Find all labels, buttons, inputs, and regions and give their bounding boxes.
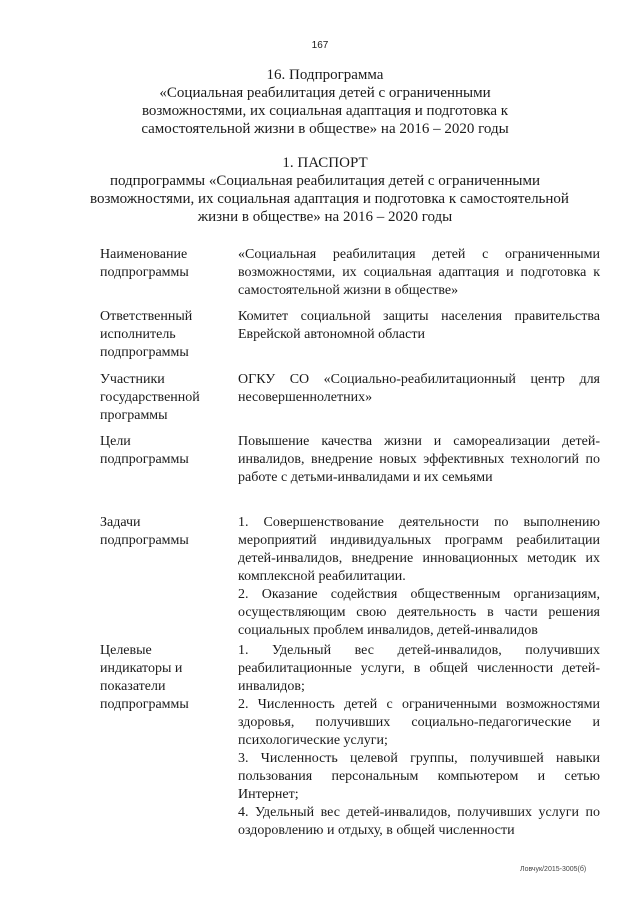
subprogram-title-line: возможностями, их социальная адаптация и подготовка к: [141, 103, 509, 119]
label-line: Участники: [100, 372, 165, 387]
value-paragraph: 2. Оказание содействия общественным организациям, осуществляющим свою деятельность в части решения социальных проблем инвалидов, детей-инвалидов: [238, 587, 600, 638]
passport-subtitle-line: возможностями, их социальная адаптация и подготовка к самостоятельной: [90, 191, 569, 207]
label-line: подпрограммы: [100, 345, 189, 360]
row-value: [238, 642, 600, 840]
passport-heading: 1. ПАСПОРТ: [282, 155, 368, 171]
value-paragraph: 2. Численность детей с ограниченными возможностями здоровья, получивших социально-педагогические и психологические услуги;: [238, 697, 600, 748]
value-paragraph: Комитет социальной защиты населения правительства Еврейской автономной области: [238, 309, 600, 342]
label-line: подпрограммы: [100, 533, 189, 548]
subprogram-title: [90, 66, 560, 138]
value-paragraph: «Социальная реабилитация детей с ограниченными возможностями, их социальная адаптация и подготовка к самостоятельной жизни в обществе»: [238, 247, 600, 298]
label-line: подпрограммы: [100, 697, 189, 712]
value-paragraph: 4. Удельный вес детей-инвалидов, получивших услуги по оздоровлению и отдыху, в общей численности: [238, 805, 600, 838]
row-label: [100, 371, 230, 425]
row-label: [100, 433, 230, 469]
label-line: Задачи: [100, 515, 141, 530]
row-label: [100, 308, 230, 362]
label-line: программы: [100, 408, 168, 423]
row-label: [100, 514, 230, 550]
label-line: Ответственный: [100, 309, 193, 324]
passport-subtitle-line: жизни в обществе» на 2016 – 2020 годы: [197, 209, 453, 225]
label-line: подпрограммы: [100, 265, 189, 280]
row-value: [238, 308, 600, 344]
row-label: [100, 642, 230, 714]
label-line: государственной: [100, 390, 200, 405]
label-line: исполнитель: [100, 327, 176, 342]
row-label: [100, 246, 230, 282]
page-number: 167: [311, 40, 329, 51]
passport-subtitle-line: подпрограммы «Социальная реабилитация детей с ограниченными: [109, 173, 541, 189]
label-line: показатели: [100, 679, 166, 694]
row-value: [238, 246, 600, 300]
label-line: Наименование: [100, 247, 188, 262]
label-line: подпрограммы: [100, 452, 189, 467]
row-value: [238, 433, 600, 487]
label-line: Цели: [100, 434, 131, 449]
value-paragraph: ОГКУ СО «Социально-реабилитационный центр для несовершеннолетних»: [238, 372, 600, 405]
subprogram-title-line: «Социальная реабилитация детей с ограниченными: [159, 85, 491, 101]
value-paragraph: 1. Удельный вес детей-инвалидов, получивших реабилитационные услуги, в общей численности детей-инвалидов;: [238, 643, 600, 694]
value-paragraph: Повышение качества жизни и самореализации детей-инвалидов, внедрение новых эффективных технологий по работе с детьми-инвалидами и их семьями: [238, 434, 600, 485]
subprogram-title-line: самостоятельной жизни в обществе» на 2016 – 2020 годы: [141, 121, 509, 137]
document-footer-code: Ловчук/2015-3005(б): [520, 866, 587, 873]
value-paragraph: 3. Численность целевой группы, получившей навыки пользования персональным компьютером и сетью Интернет;: [238, 751, 600, 802]
passport-title: [90, 154, 569, 226]
row-value: [238, 371, 600, 407]
label-line: индикаторы и: [100, 661, 183, 676]
value-paragraph: 1. Совершенствование деятельности по выполнению мероприятий индивидуальных программ реабилитации детей-инвалидов, внедрение инновационных методик их комплексной реабилитации.: [238, 515, 600, 584]
label-line: Целевые: [100, 643, 152, 658]
subprogram-title-line: 16. Подпрограмма: [266, 67, 384, 83]
row-value: [238, 514, 600, 640]
